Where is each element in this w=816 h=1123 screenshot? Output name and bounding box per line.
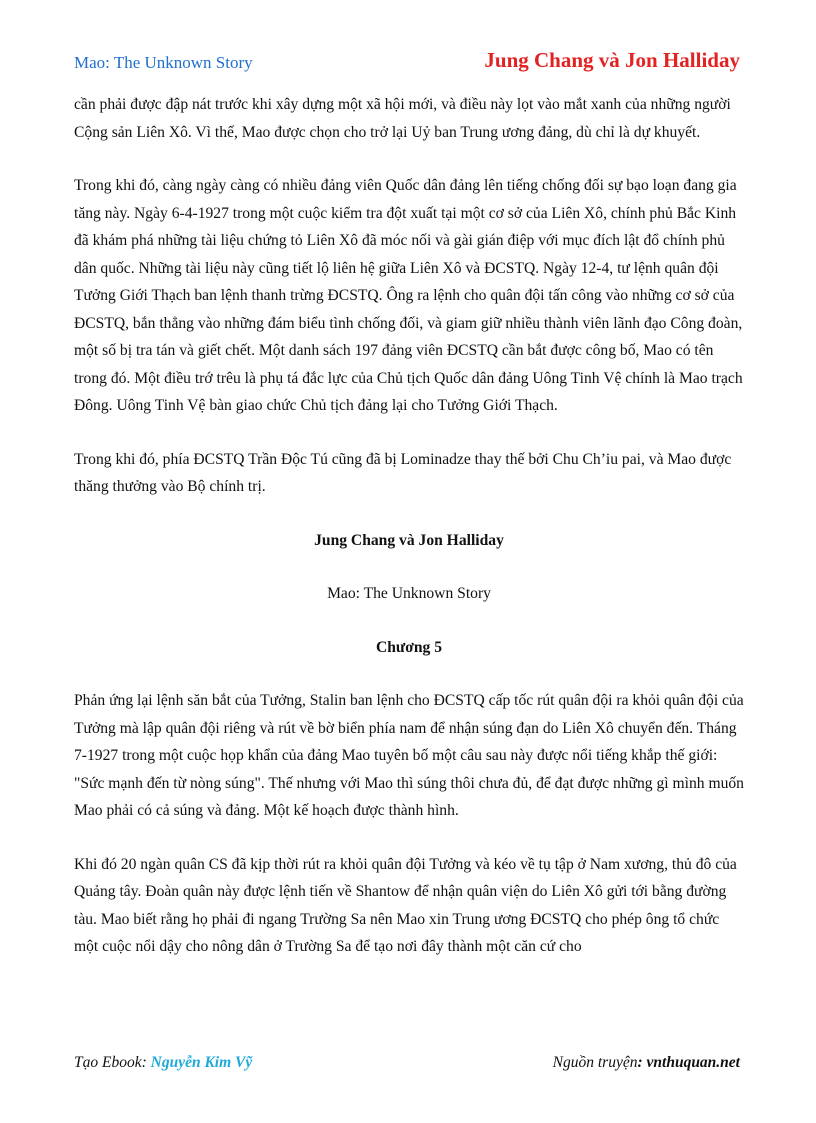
footer-source-credit (553, 1054, 740, 1072)
chapter-number: Chương 5 (375, 638, 443, 656)
paragraph: cần phải được đập nát trước khi xây dựng một xã hội mới, và điều này lọt vào mắt xanh của những người Cộng sản Liên Xô. Vì thế, Mao được chọn cho trở lại Uỷ ban Trung ương đảng, dù chỉ là dự khuyết. (74, 96, 731, 141)
paragraph: Trong khi đó, càng ngày càng có nhiều đảng viên Quốc dân đảng lên tiếng chống đối sự bạo loạn đang gia tăng này. Ngày 6-4-1927 trong một cuộc kiểm tra đột xuất tại một cơ sở của Liên Xô, chính phủ Bắc Kinh đã khám phá những tài liệu chứng tỏ Liên Xô đã móc nối và gài gián điệp với mục đích lật đổ chính phủ dân quốc. Những tài liệu này cũng tiết lộ liên hệ giữa Liên Xô và ĐCSTQ. Ngày 12-4, tư lệnh quân đội Tưởng Giới Thạch ban lệnh thanh trừng ĐCSTQ. Ông ra lệnh cho quân đội tấn công vào những cơ sở của ĐCSTQ, bắn thẳng vào những đám biểu tình chống đối, và giam giữ nhiều thành viên lãnh đạo Công đoàn, một số bị tra tán và giết chết. Một danh sách 197 đảng viên ĐCSTQ cần bắt được công bố, Mao có tên trong đó. Một điều trớ trêu là phụ tá đắc lực của Chủ tịch Quốc dân đảng Uông Tinh Vệ chính là Mao trạch Đông. Uông Tinh Vệ bàn giao chức Chủ tịch đảng lại cho Tưởng Giới Thạch. (74, 177, 743, 414)
page-footer (74, 1054, 740, 1078)
footer-ebook-author: Nguyễn Kim Vỹ (150, 1054, 253, 1071)
paragraph: Trong khi đó, phía ĐCSTQ Trần Độc Tú cũng đã bị Lominadze thay thế bởi Chu Ch’iu pai, và Mao được thăng thưởng vào Bộ chính trị. (74, 450, 732, 495)
footer-ebook-credit (74, 1054, 252, 1072)
footer-ebook-sep: : (141, 1054, 151, 1071)
footer-ebook-label: Tạo Ebook (74, 1054, 142, 1071)
chapter-authors: Jung Chang và Jon Halliday (314, 531, 504, 549)
header-book-title: Mao: The Unknown Story (74, 53, 253, 72)
chapter-book-title: Mao: The Unknown Story (327, 585, 491, 602)
page-header (74, 48, 740, 78)
paragraph: Phản ứng lại lệnh săn bắt của Tưởng, Stalin ban lệnh cho ĐCSTQ cấp tốc rút quân đội ra khỏi quân đội của Tưởng mà lập quân đội riêng và rút về bờ biển phía nam để nhận súng đạn do Liên Xô chuyển đến. Tháng 7-1927 trong một cuộc họp khẩn của đảng Mao tuyên bố một câu sau này được nổi tiếng khắp thế giới: "Sức mạnh đến từ nòng súng". Thế nhưng với Mao thì súng thôi chưa đủ, để đạt được những gì mình muốn Mao phải có cả súng và đảng. Một kế hoạch được thành hình. (74, 692, 744, 819)
footer-source-site: vnthuquan.net (646, 1054, 740, 1071)
header-authors: Jung Chang và Jon Halliday (484, 48, 740, 72)
footer-source-label: Nguồn truyện (552, 1054, 638, 1071)
paragraph: Khi đó 20 ngàn quân CS đã kịp thời rút ra khỏi quân đội Tưởng và kéo về tụ tập ở Nam xương, thủ đô của Quảng tây. Đoàn quân này được lệnh tiến về Shantow để nhận quân viện do Liên Xô gửi tới bằng đường tàu. Mao biết rằng họ phải đi ngang Trường Sa nên Mao xin Trung ương ĐCSTQ cho phép ông tổ chức một cuộc nổi dậy cho nông dân ở Trường Sa để tạo nơi đây thành một căn cứ cho (74, 855, 737, 955)
footer-source-sep: : (637, 1054, 647, 1071)
page-content (74, 91, 744, 987)
